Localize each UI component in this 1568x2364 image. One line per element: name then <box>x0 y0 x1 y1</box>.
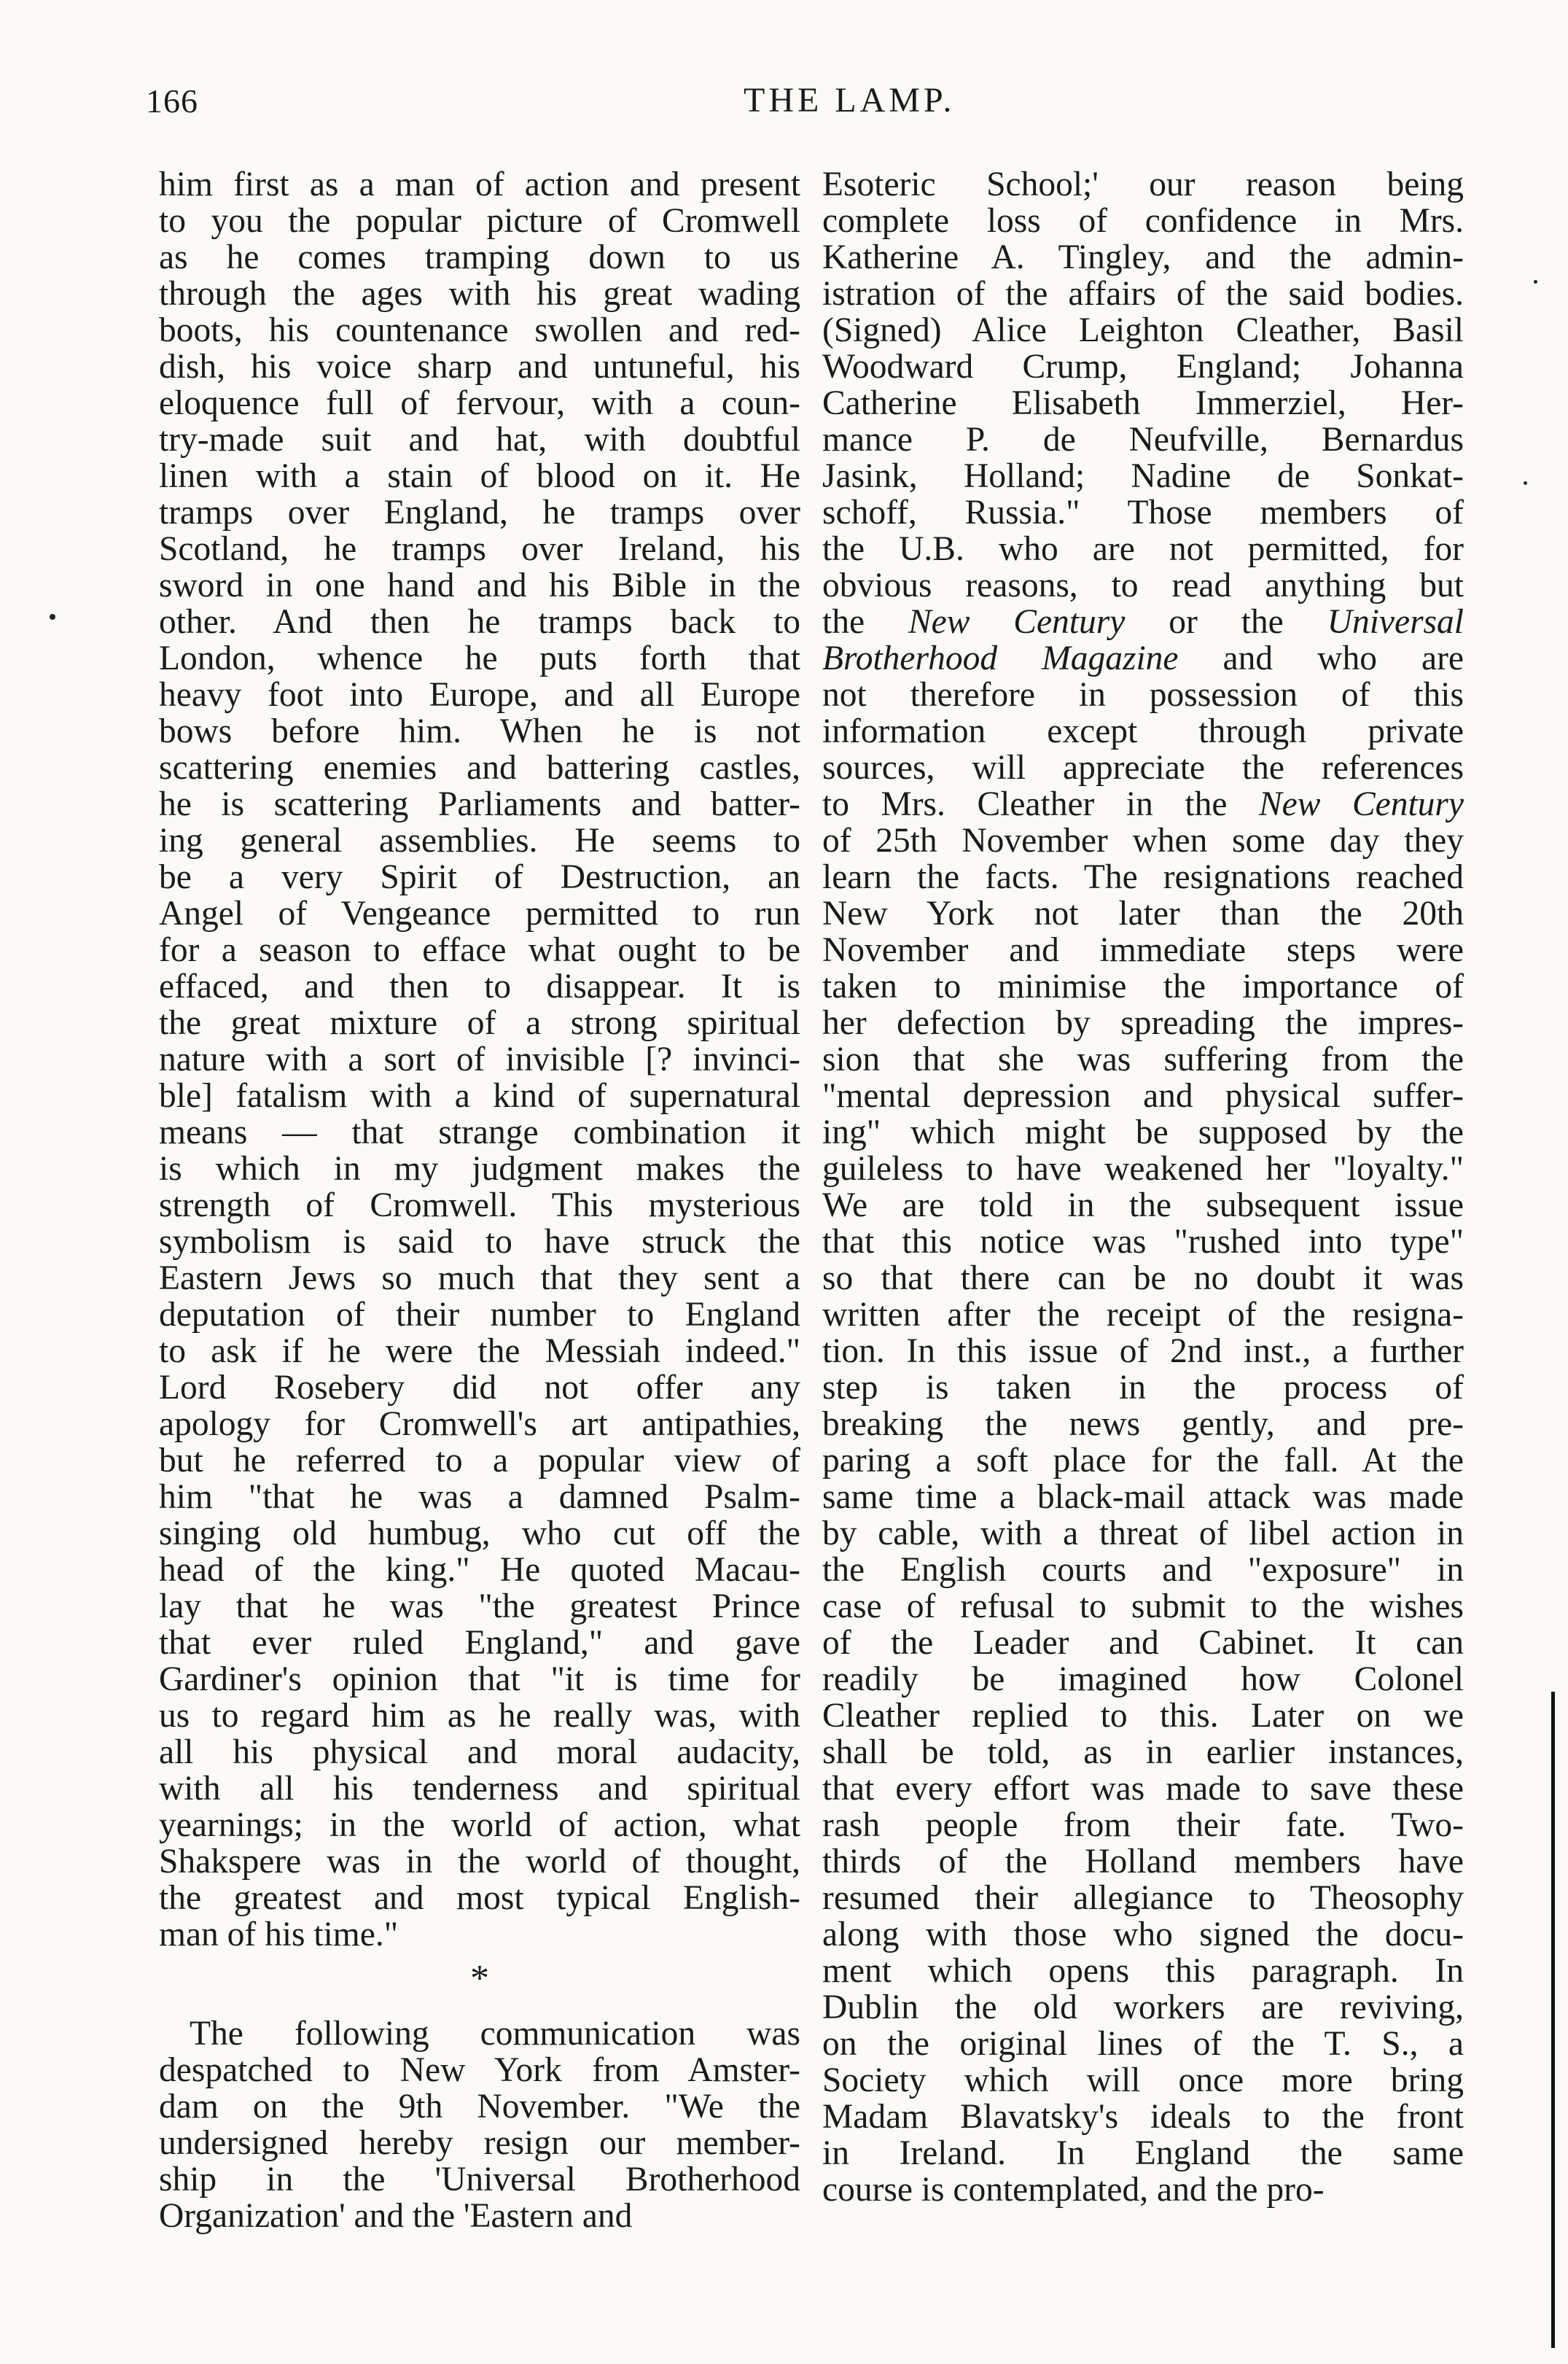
text-line: ship in the 'Universal Brotherhood <box>159 2161 800 2198</box>
text-line: course is contemplated, and the pro- <box>822 2171 1325 2209</box>
text-line: Katherine A. Tingley, and the admin- <box>822 238 1464 276</box>
text-line: Gardiner's opinion that "it is time for <box>159 1660 800 1698</box>
text-line: scattering enemies and battering castles, <box>159 749 800 787</box>
text-line: taken to minimise the importance of <box>822 968 1464 1006</box>
text-line: effaced, and then to disappear. It is <box>159 968 800 1006</box>
periodical-title: Universal <box>1327 603 1464 641</box>
text-line: that this notice was "rushed into type" <box>822 1223 1464 1261</box>
text-line: step is taken in the process of <box>822 1369 1464 1407</box>
text-line: Angel of Vengeance permitted to run <box>159 895 800 933</box>
periodical-title: Brotherhood Magazine <box>822 639 1179 677</box>
text-line: linen with a stain of blood on it. He <box>159 457 800 495</box>
text-line: complete loss of confidence in Mrs. <box>822 202 1464 240</box>
text-line: Madam Blavatsky's ideals to the front <box>822 2098 1464 2136</box>
text-line: breaking the news gently, and pre- <box>822 1405 1464 1443</box>
text-line: is which in my judgment makes the <box>159 1150 800 1188</box>
text-line-with-italics <box>822 786 1464 823</box>
text-line: readily be imagined how Colonel <box>822 1660 1464 1698</box>
text-line: London, whence he puts forth that <box>159 639 800 677</box>
text-line: deputation of their number to England <box>159 1296 800 1334</box>
text-line: The following communication was <box>190 2015 800 2053</box>
text-line: the greatest and most typical English- <box>159 1879 800 1917</box>
text-line: ble] fatalism with a kind of supernatural <box>159 1077 800 1115</box>
text-line-with-italics <box>822 604 1464 640</box>
text-line: ing" which might be supposed by the <box>822 1113 1464 1151</box>
text-line: New York not later than the 20th <box>822 895 1464 933</box>
text-line: try-made suit and hat, with doubtful <box>159 421 800 459</box>
text-line: but he referred to a popular view of <box>159 1442 800 1480</box>
text-line: means — that strange combination it <box>159 1113 800 1151</box>
text-line: that ever ruled England," and gave <box>159 1624 800 1662</box>
text-line: through the ages with his great wading <box>159 275 800 313</box>
text-line: rash people from their fate. Two- <box>822 1806 1464 1844</box>
text-line: lay that he was "the greatest Prince <box>159 1587 800 1625</box>
text-line: man of his time." <box>159 1916 399 1953</box>
text-line: tion. In this issue of 2nd inst., a further <box>822 1332 1464 1370</box>
margin-dot-mark <box>50 614 55 620</box>
text-line: learn the facts. The resignations reached <box>822 858 1464 896</box>
text-line: apology for Cromwell's art antipathies, <box>159 1405 800 1443</box>
text-line: thirds of the Holland members have <box>822 1843 1464 1881</box>
text-line: her defection by spreading the impres- <box>822 1004 1464 1042</box>
text-line: symbolism is said to have struck the <box>159 1223 800 1261</box>
text-line: guileless to have weakened her "loyalty." <box>822 1150 1464 1188</box>
paragraph-resignations <box>822 823 1464 2208</box>
text-line: strength of Cromwell. This mysterious <box>159 1186 800 1224</box>
text-line: dam on the 9th November. "We the <box>159 2088 800 2126</box>
text-line: of the Leader and Cabinet. It can <box>822 1624 1464 1662</box>
text-line: shall be told, as in earlier instances, <box>822 1733 1464 1771</box>
text-line: ing general assemblies. He seems to <box>159 822 800 860</box>
text-line: sion that she was suffering from the <box>822 1041 1464 1078</box>
text-line-with-italics <box>822 640 1464 677</box>
paragraph-communication <box>159 2015 800 2234</box>
margin-dot-mark <box>1534 280 1537 284</box>
text-line: Scotland, he tramps over Ireland, his <box>159 530 800 568</box>
text-line: same time a black-mail attack was made <box>822 1478 1464 1516</box>
text-run: and who are <box>1178 639 1464 677</box>
text-line: tramps over England, he tramps over <box>159 494 800 532</box>
periodical-title: New Century <box>908 603 1126 641</box>
text-line: Esoteric School;' our reason being <box>822 166 1464 203</box>
text-line: Society which will once more bring <box>822 2061 1464 2099</box>
text-line: "mental depression and physical suffer- <box>822 1077 1464 1115</box>
text-line: sword in one hand and his Bible in the <box>159 567 800 604</box>
text-line: Cleather replied to this. Later on we <box>822 1697 1464 1735</box>
margin-dot-mark <box>1524 481 1527 485</box>
text-line: him "that he was a damned Psalm- <box>159 1478 800 1516</box>
text-line: all his physical and moral audacity, <box>159 1733 800 1771</box>
text-line: in Ireland. In England the same <box>822 2134 1464 2172</box>
text-line: as he comes tramping down to us <box>159 238 800 276</box>
section-separator-asterisk: * <box>470 1958 489 1999</box>
text-line: boots, his countenance swollen and red- <box>159 311 800 349</box>
paragraph-cromwell <box>159 166 800 1953</box>
text-line: Organization' and the 'Eastern and <box>159 2197 633 2235</box>
text-line: mance P. de Neufville, Bernardus <box>822 421 1464 459</box>
text-line: us to regard him as he really was, with <box>159 1697 800 1735</box>
text-line: on the original lines of the T. S., a <box>822 2025 1464 2063</box>
text-line: singing old humbug, who cut off the <box>159 1515 800 1552</box>
text-line: Catherine Elisabeth Immerziel, Her- <box>822 384 1464 422</box>
text-line: of 25th November when some day they <box>822 822 1464 860</box>
text-line: to you the popular picture of Cromwell <box>159 202 800 240</box>
text-line: nature with a sort of invisible [? invinci- <box>159 1041 800 1078</box>
text-line: (Signed) Alice Leighton Cleather, Basil <box>822 311 1464 349</box>
text-line: he is scattering Parliaments and batter- <box>159 785 800 823</box>
text-line: dish, his voice sharp and untuneful, his <box>159 348 800 386</box>
text-run: to Mrs. Cleather in the <box>822 785 1259 823</box>
text-line: the English courts and "exposure" in <box>822 1551 1464 1589</box>
text-line: November and immediate steps were <box>822 931 1464 969</box>
text-line: that every effort was made to save these <box>822 1770 1464 1808</box>
text-line: not therefore in possession of this <box>822 676 1464 714</box>
text-line: the great mixture of a strong spiritual <box>159 1004 800 1042</box>
text-line: heavy foot into Europe, and all Europe <box>159 676 800 714</box>
periodical-title: New Century <box>1258 785 1464 823</box>
text-line: obvious reasons, to read anything but <box>822 567 1464 604</box>
text-line: eloquence full of fervour, with a coun- <box>159 384 800 422</box>
text-line: case of refusal to submit to the wishes <box>822 1587 1464 1625</box>
text-line: Lord Rosebery did not offer any <box>159 1369 800 1407</box>
page-number: 166 <box>146 82 198 120</box>
text-line: other. And then he tramps back to <box>159 603 800 641</box>
text-line: Jasink, Holland; Nadine de Sonkat- <box>822 457 1464 495</box>
page-header <box>0 0 1568 146</box>
text-line: along with those who signed the docu- <box>822 1916 1464 1953</box>
text-run: or the <box>1125 603 1327 641</box>
text-line: written after the receipt of the resigna- <box>822 1296 1464 1334</box>
text-line: schoff, Russia." Those members of <box>822 494 1464 532</box>
text-line: Woodward Crump, England; Johanna <box>822 348 1464 386</box>
text-line: Shakspere was in the world of thought, <box>159 1843 800 1881</box>
text-line: with all his tenderness and spiritual <box>159 1770 800 1808</box>
text-line: paring a soft place for the fall. At the <box>822 1442 1464 1480</box>
text-line: resumed their allegiance to Theosophy <box>822 1879 1464 1917</box>
text-line: undersigned hereby resign our member- <box>159 2124 800 2162</box>
text-line: istration of the affairs of the said bodies. <box>822 275 1464 313</box>
text-line: despatched to New York from Amster- <box>159 2051 800 2089</box>
text-line: Dublin the old workers are reviving, <box>822 1988 1464 2026</box>
text-line: him first as a man of action and present <box>159 166 800 203</box>
margin-binding-line <box>1551 1692 1555 2348</box>
text-line: be a very Spirit of Destruction, an <box>159 858 800 896</box>
text-line: to ask if he were the Messiah indeed." <box>159 1332 800 1370</box>
right-column <box>822 166 1464 2208</box>
text-run: the <box>822 603 908 641</box>
text-line: head of the king." He quoted Macau- <box>159 1551 800 1589</box>
text-line: Eastern Jews so much that they sent a <box>159 1259 800 1297</box>
text-line: the U.B. who are not permitted, for <box>822 530 1464 568</box>
text-line: information except through private <box>822 712 1464 750</box>
text-line: by cable, with a threat of libel action in <box>822 1515 1464 1552</box>
running-head: THE LAMP. <box>744 81 956 120</box>
text-line: yearnings; in the world of action, what <box>159 1806 800 1844</box>
text-line: for a season to efface what ought to be <box>159 931 800 969</box>
text-line: bows before him. When he is not <box>159 712 800 750</box>
text-line: We are told in the subsequent issue <box>822 1186 1464 1224</box>
left-column <box>159 166 800 2234</box>
text-line: sources, will appreciate the references <box>822 749 1464 787</box>
text-line: ment which opens this paragraph. In <box>822 1952 1464 1990</box>
text-line: so that there can be no doubt it was <box>822 1259 1464 1297</box>
